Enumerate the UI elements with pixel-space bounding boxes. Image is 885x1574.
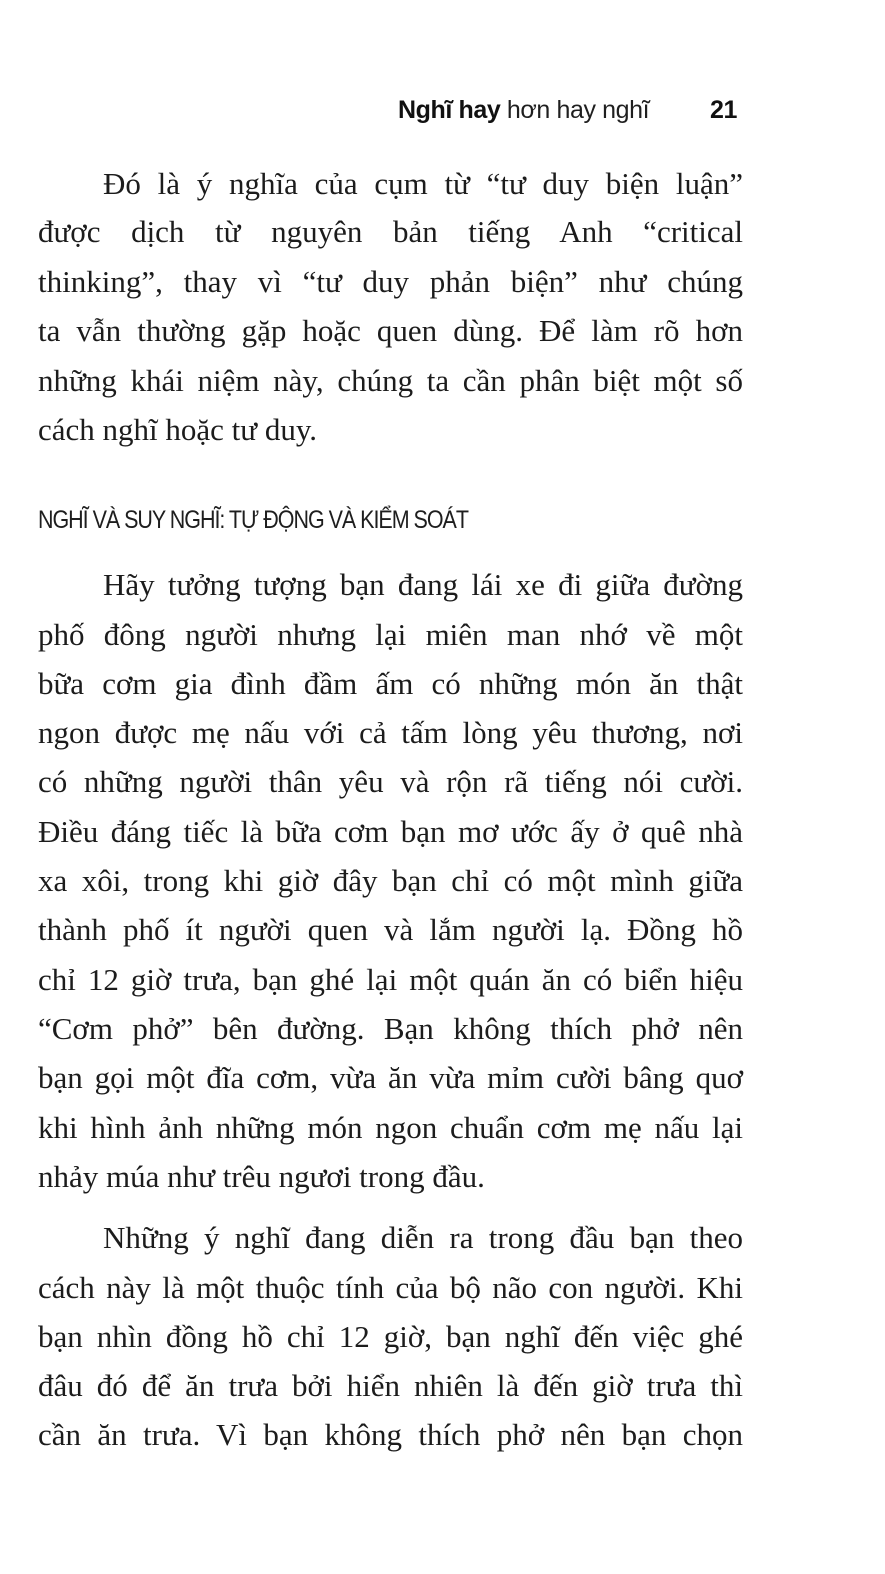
running-head-title-light: hơn hay nghĩ: [506, 96, 650, 124]
text-line: được dịch từ nguyên bản tiếng Anh “critical: [38, 214, 743, 249]
text-line: Điều đáng tiếc là bữa cơm bạn mơ ước ấy ở quê nhà: [38, 814, 743, 849]
running-head-title-bold: Nghĩ hay: [398, 96, 501, 124]
text-line: khi hình ảnh những món ngon chuẩn cơm mẹ nấu lại: [38, 1110, 743, 1145]
text-line: xa xôi, trong khi giờ đây bạn chỉ có một mình giữa: [38, 863, 743, 898]
text-line: chỉ 12 giờ trưa, bạn ghé lại một quán ăn có biển hiệu: [38, 962, 743, 997]
text-line: thành phố ít người quen và lắm người lạ. Đồng hồ: [38, 912, 743, 947]
text-line: Đó là ý nghĩa của cụm từ “tư duy biện luận”: [103, 166, 743, 201]
text-line: phố đông người nhưng lại miên man nhớ về một: [38, 617, 743, 652]
section-heading: NGHĨ VÀ SUY NGHĨ: TỰ ĐỘNG VÀ KIỂM SOÁT: [38, 506, 468, 534]
text-line: bạn nhìn đồng hồ chỉ 12 giờ, bạn nghĩ đến việc ghé: [38, 1319, 743, 1354]
text-line: bữa cơm gia đình đầm ấm có những món ăn thật: [38, 666, 743, 701]
text-line: thinking”, thay vì “tư duy phản biện” như chúng: [38, 264, 743, 299]
running-head: [398, 92, 738, 128]
text-line: có những người thân yêu và rộn rã tiếng nói cười.: [38, 764, 743, 799]
text-line: những khái niệm này, chúng ta cần phân biệt một số: [38, 363, 743, 398]
text-line: Những ý nghĩ đang diễn ra trong đầu bạn theo: [103, 1220, 743, 1255]
text-line: cách nghĩ hoặc tư duy.: [38, 412, 318, 447]
text-line: “Cơm phở” bên đường. Bạn không thích phở nên: [38, 1011, 743, 1046]
page-number: 21: [710, 96, 738, 124]
text-line: bạn gọi một đĩa cơm, vừa ăn vừa mỉm cười bâng quơ: [38, 1060, 743, 1095]
text-line: cách này là một thuộc tính của bộ não con người. Khi: [38, 1270, 743, 1305]
text-line: ta vẫn thường gặp hoặc quen dùng. Để làm rõ hơn: [38, 313, 743, 348]
text-line: ngon được mẹ nấu với cả tấm lòng yêu thương, nơi: [38, 715, 743, 750]
text-line: cần ăn trưa. Vì bạn không thích phở nên bạn chọn: [38, 1417, 743, 1452]
text-line: đâu đó để ăn trưa bởi hiển nhiên là đến giờ trưa thì: [38, 1368, 743, 1403]
text-line: nhảy múa như trêu ngươi trong đầu.: [38, 1159, 485, 1194]
text-line: Hãy tưởng tượng bạn đang lái xe đi giữa đường: [103, 567, 743, 602]
